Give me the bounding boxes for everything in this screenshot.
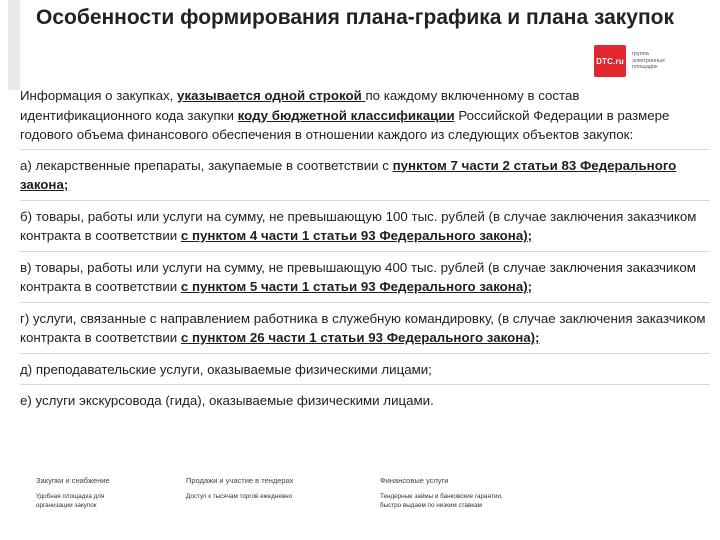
footer-column-desc (36, 492, 186, 510)
item-law-link[interactable]: пунктом 7 части 2 статьи 83 Федерального закона; (20, 157, 677, 192)
item-text: е) услуги экскурсовода (гида), оказываемые физическими лицами. (20, 393, 434, 408)
footer-column-title: Финансовые услуги (380, 476, 449, 485)
intro-text: по каждому включенному в состав идентификационного кода закупки (20, 88, 580, 123)
intro-text: Информация о закупках, (20, 88, 178, 103)
footer-column-title: Закупки и снабжение (36, 476, 110, 485)
item-text: а) лекарственные препараты, закупаемые в соответствии с (20, 157, 393, 173)
company-logo[interactable] (594, 44, 694, 78)
footer (36, 476, 676, 510)
footer-desc-line: организации закупок (36, 502, 97, 509)
footer-column-title: Продажи и участие в тендерах (186, 476, 294, 485)
logo-text-line: электронных (632, 57, 665, 64)
list-item (20, 200, 710, 246)
item-text: д) преподавательские услуги, оказываемые физическими лицами; (20, 361, 432, 377)
footer-column-desc (186, 492, 380, 501)
item-text: в) товары, работы или услуги на сумму, не превышающую 400 тыс. рублей (в случае заключения заказчиком контракта в соответствии (20, 259, 696, 294)
logo-text-line: группа (632, 51, 649, 58)
item-law-link[interactable]: с пунктом 4 части 1 статьи 93 Федерального закона); (180, 228, 533, 243)
footer-desc-line: Доступ к тысячам торгов ежедневно (186, 493, 293, 500)
footer-desc-line: Тендерные займы и банковские гарантии, (380, 493, 503, 500)
logo-text (632, 51, 686, 71)
logo-mark: DTC.ru (594, 45, 626, 77)
item-law-link[interactable]: с пунктом 26 части 1 статьи 93 Федерального закона); (180, 330, 540, 345)
footer-column-desc (380, 492, 576, 510)
left-accent-bar (8, 0, 20, 90)
footer-desc-line: быстро выдаем по низким ставкам (380, 502, 482, 509)
slide-content (20, 86, 710, 411)
list-item (20, 251, 710, 297)
list-item (20, 353, 710, 380)
item-text: г) услуги, связанные с направлением работника в служебную командировку, (в случае заключения заказчиком контракта в соответствии (20, 310, 706, 345)
slide-title: Особенности формирования плана-графика и плана закупок (36, 6, 675, 29)
footer-column-finance[interactable] (380, 476, 576, 510)
intro-link-single-line[interactable]: указывается одной строкой (177, 88, 366, 103)
logo-text-line: площадок (632, 64, 658, 71)
list-item (20, 302, 710, 348)
footer-desc-line: Удобная площадка для (36, 493, 105, 500)
footer-column-sales[interactable] (186, 476, 380, 510)
list-item (20, 384, 710, 411)
item-text: б) товары, работы или услуги на сумму, не превышающую 100 тыс. рублей (в случае заключения заказчиком контракта в соответствии (20, 208, 697, 243)
item-law-link[interactable]: с пунктом 5 части 1 статьи 93 Федерального закона); (180, 279, 533, 294)
intro-link-kbk[interactable]: коду бюджетной классификации (237, 107, 455, 123)
intro-text: Российской Федерации в размере годового объема финансового обеспечения в отношении каждого из следующих объектов закупок: (20, 107, 670, 142)
intro-paragraph (20, 86, 710, 145)
list-item (20, 149, 710, 195)
footer-column-procurement[interactable] (36, 476, 186, 510)
